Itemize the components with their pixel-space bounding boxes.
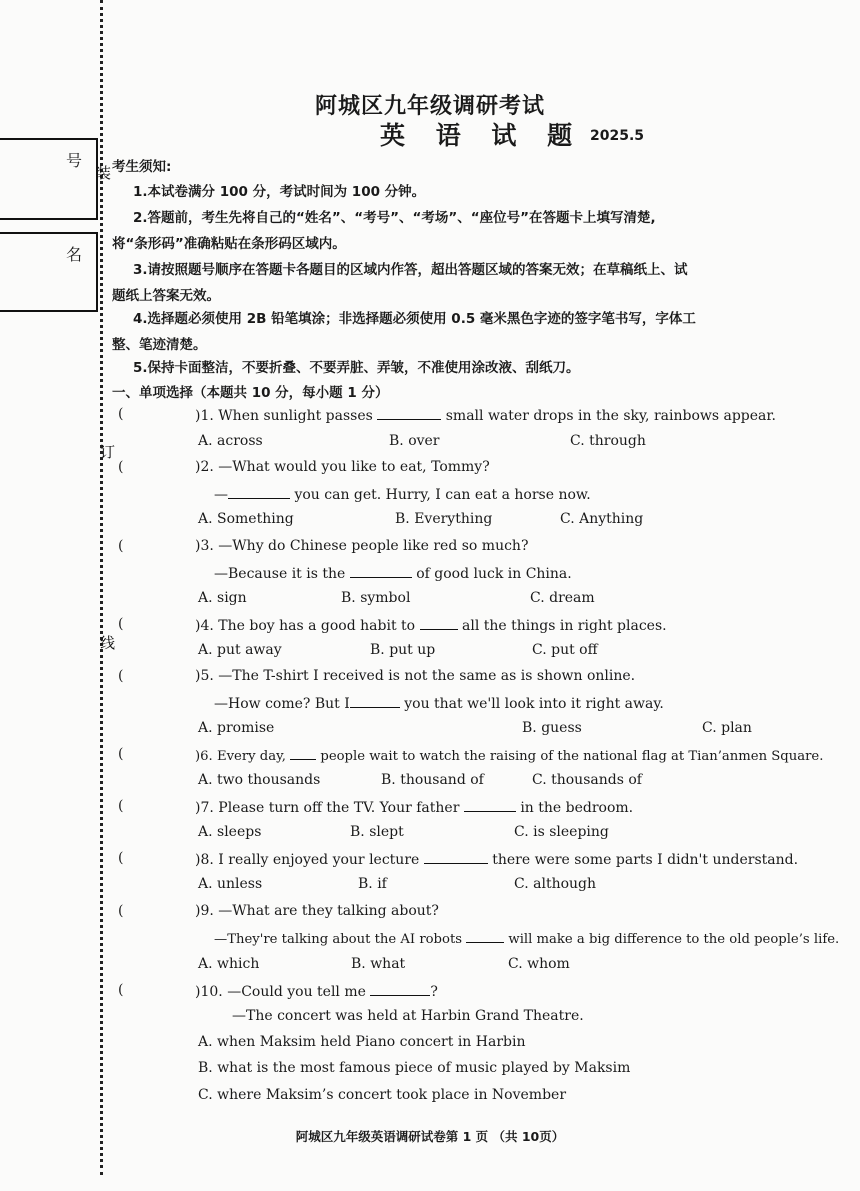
option-b: B. slept bbox=[350, 824, 404, 840]
notice-item: 整、笔迹清楚。 bbox=[112, 337, 207, 353]
question-stem: —How come? But I bbox=[214, 696, 350, 712]
option-c: C. is sleeping bbox=[514, 824, 609, 840]
notice-item: 2.答题前，考生先将自己的“姓名”、“考号”、“考场”、“座位号”在答题卡上填写清楚, bbox=[133, 210, 656, 226]
question-1 bbox=[195, 406, 776, 424]
option-a: A. unless bbox=[198, 876, 263, 892]
answer-blank bbox=[377, 406, 441, 420]
answer-blank bbox=[464, 798, 516, 812]
option-c: C. plan bbox=[702, 720, 752, 736]
question-stem: The boy has a good habit to bbox=[218, 618, 416, 634]
question-5-line2 bbox=[214, 694, 664, 712]
option-b: B. symbol bbox=[341, 590, 411, 606]
option-a: A. sleeps bbox=[198, 824, 262, 840]
binding-char-zhuang: 装 bbox=[96, 164, 112, 182]
section-title: 一、单项选择（本题共 10 分，每小题 1 分） bbox=[112, 385, 389, 401]
option-a: A. across bbox=[198, 433, 263, 449]
question-5 bbox=[195, 668, 635, 684]
question-stem: —What would you like to eat, Tommy? bbox=[218, 459, 490, 475]
question-stem: ? bbox=[430, 984, 438, 1000]
exam-date: 2025.5 bbox=[590, 128, 645, 144]
notice-heading: 考生须知: bbox=[112, 159, 172, 175]
question-stem: —What are they talking about? bbox=[218, 903, 439, 919]
option-a: A. put away bbox=[198, 642, 282, 658]
question-3-line2 bbox=[214, 564, 572, 582]
binding-char-ding: 订 bbox=[100, 443, 116, 461]
option-c: C. Anything bbox=[560, 511, 644, 527]
answer-blank bbox=[370, 982, 430, 996]
question-stem: in the bedroom. bbox=[520, 800, 634, 816]
question-stem: you can get. Hurry, I can eat a horse now. bbox=[294, 487, 591, 503]
option-c: C. put off bbox=[532, 642, 598, 658]
question-stem: all the things in right places. bbox=[462, 618, 667, 634]
option-a: A. when Maksim held Piano concert in Harbin bbox=[198, 1034, 526, 1050]
question-stem: of good luck in China. bbox=[416, 566, 572, 582]
answer-paren: ( bbox=[118, 982, 124, 998]
name-box bbox=[0, 232, 98, 312]
option-b: B. Everything bbox=[395, 511, 493, 527]
question-3 bbox=[195, 538, 528, 554]
notice-item: 1.本试卷满分 100 分，考试时间为 100 分钟。 bbox=[133, 184, 426, 200]
option-a: A. which bbox=[198, 956, 260, 972]
question-2 bbox=[195, 459, 490, 475]
question-number: )2. bbox=[195, 459, 214, 475]
question-9-line2 bbox=[214, 929, 839, 947]
question-stem: people wait to watch the raising of the national flag at Tian’anmen Square. bbox=[320, 749, 824, 764]
question-stem: Please turn off the TV. Your father bbox=[218, 800, 460, 816]
answer-blank bbox=[466, 929, 504, 943]
question-stem: Every day, bbox=[216, 749, 286, 764]
answer-paren: ( bbox=[118, 903, 124, 919]
question-stem: —The T-shirt I received is not the same as is shown online. bbox=[218, 668, 636, 684]
option-b: B. what is the most famous piece of music played by Maksim bbox=[198, 1060, 631, 1076]
notice-item: 4.选择题必须使用 2B 铅笔填涂；非选择题必须使用 0.5 毫米黑色字迹的签字笔书写，字体工 bbox=[133, 311, 696, 327]
question-number: )5. bbox=[195, 668, 214, 684]
question-number: )1. bbox=[195, 408, 214, 424]
question-stem: When sunlight passes bbox=[218, 408, 373, 424]
question-stem: —Why do Chinese people like red so much? bbox=[218, 538, 529, 554]
question-number: )4. bbox=[195, 618, 214, 634]
question-4 bbox=[195, 616, 667, 634]
question-number: )7. bbox=[195, 800, 214, 816]
question-stem: I really enjoyed your lecture bbox=[218, 852, 420, 868]
question-stem: small water drops in the sky, rainbows appear. bbox=[445, 408, 776, 424]
answer-blank bbox=[420, 616, 458, 630]
option-a: A. Something bbox=[198, 511, 294, 527]
question-2-line2 bbox=[214, 485, 591, 503]
question-10-line2: —The concert was held at Harbin Grand Theatre. bbox=[232, 1008, 584, 1024]
notice-item: 将“条形码”准确粘贴在条形码区域内。 bbox=[112, 236, 346, 252]
answer-paren: ( bbox=[118, 850, 124, 866]
question-stem: will make a big difference to the old people’s life. bbox=[508, 932, 840, 947]
answer-paren: ( bbox=[118, 459, 124, 475]
answer-blank bbox=[290, 746, 316, 760]
page-footer: 阿城区九年级英语调研试卷第 1 页 （共 10页） bbox=[295, 1129, 565, 1144]
answer-blank bbox=[228, 485, 290, 499]
question-number: )6. bbox=[195, 749, 213, 764]
question-stem: you that we'll look into it right away. bbox=[404, 696, 664, 712]
option-b: B. thousand of bbox=[381, 772, 484, 788]
option-c: C. through bbox=[570, 433, 646, 449]
question-number: )10. bbox=[195, 984, 223, 1000]
option-b: B. guess bbox=[522, 720, 582, 736]
question-stem: —Could you tell me bbox=[227, 984, 366, 1000]
answer-paren: ( bbox=[118, 538, 124, 554]
answer-paren: ( bbox=[118, 406, 124, 422]
option-c: C. where Maksim’s concert took place in November bbox=[198, 1087, 567, 1103]
option-c: C. thousands of bbox=[532, 772, 642, 788]
question-number: )3. bbox=[195, 538, 214, 554]
exam-title: 阿城区九年级调研考试 bbox=[314, 94, 545, 119]
question-stem: —Because it is the bbox=[214, 566, 346, 582]
answer-blank bbox=[350, 564, 412, 578]
answer-blank bbox=[424, 850, 488, 864]
option-b: B. put up bbox=[370, 642, 436, 658]
option-b: B. what bbox=[351, 956, 406, 972]
question-number: )9. bbox=[195, 903, 214, 919]
answer-paren: ( bbox=[118, 798, 124, 814]
notice-item: 3.请按照题号顺序在答题卡各题目的区域内作答，超出答题区域的答案无效；在草稿纸上、试 bbox=[133, 262, 688, 278]
question-number: )8. bbox=[195, 852, 214, 868]
exam-number-label: 号 bbox=[66, 151, 83, 170]
answer-blank bbox=[350, 694, 400, 708]
option-c: C. whom bbox=[508, 956, 570, 972]
answer-paren: ( bbox=[118, 746, 124, 762]
answer-paren: ( bbox=[118, 616, 124, 632]
option-a: A. sign bbox=[198, 590, 247, 606]
notice-item: 5.保持卡面整洁，不要折叠、不要弄脏、弄皱，不准使用涂改液、刮纸刀。 bbox=[133, 360, 580, 376]
name-label: 名 bbox=[66, 245, 83, 264]
notice-item: 题纸上答案无效。 bbox=[112, 288, 220, 304]
option-c: C. dream bbox=[530, 590, 595, 606]
question-stem: — bbox=[214, 487, 228, 503]
binding-char-xian: 线 bbox=[100, 634, 116, 652]
option-b: B. if bbox=[358, 876, 387, 892]
question-8 bbox=[195, 850, 798, 868]
question-7 bbox=[195, 798, 633, 816]
exam-subtitle: 英 语 试 题 bbox=[380, 121, 584, 150]
answer-paren: ( bbox=[118, 668, 124, 684]
question-stem: —They're talking about the AI robots bbox=[214, 932, 463, 947]
question-10 bbox=[195, 982, 438, 1000]
question-6 bbox=[195, 746, 823, 764]
option-b: B. over bbox=[389, 433, 440, 449]
question-9 bbox=[195, 903, 439, 919]
question-stem: there were some parts I didn't understand. bbox=[492, 852, 799, 868]
option-c: C. although bbox=[514, 876, 597, 892]
exam-number-box bbox=[0, 138, 98, 220]
option-a: A. two thousands bbox=[198, 772, 321, 788]
option-a: A. promise bbox=[198, 720, 275, 736]
